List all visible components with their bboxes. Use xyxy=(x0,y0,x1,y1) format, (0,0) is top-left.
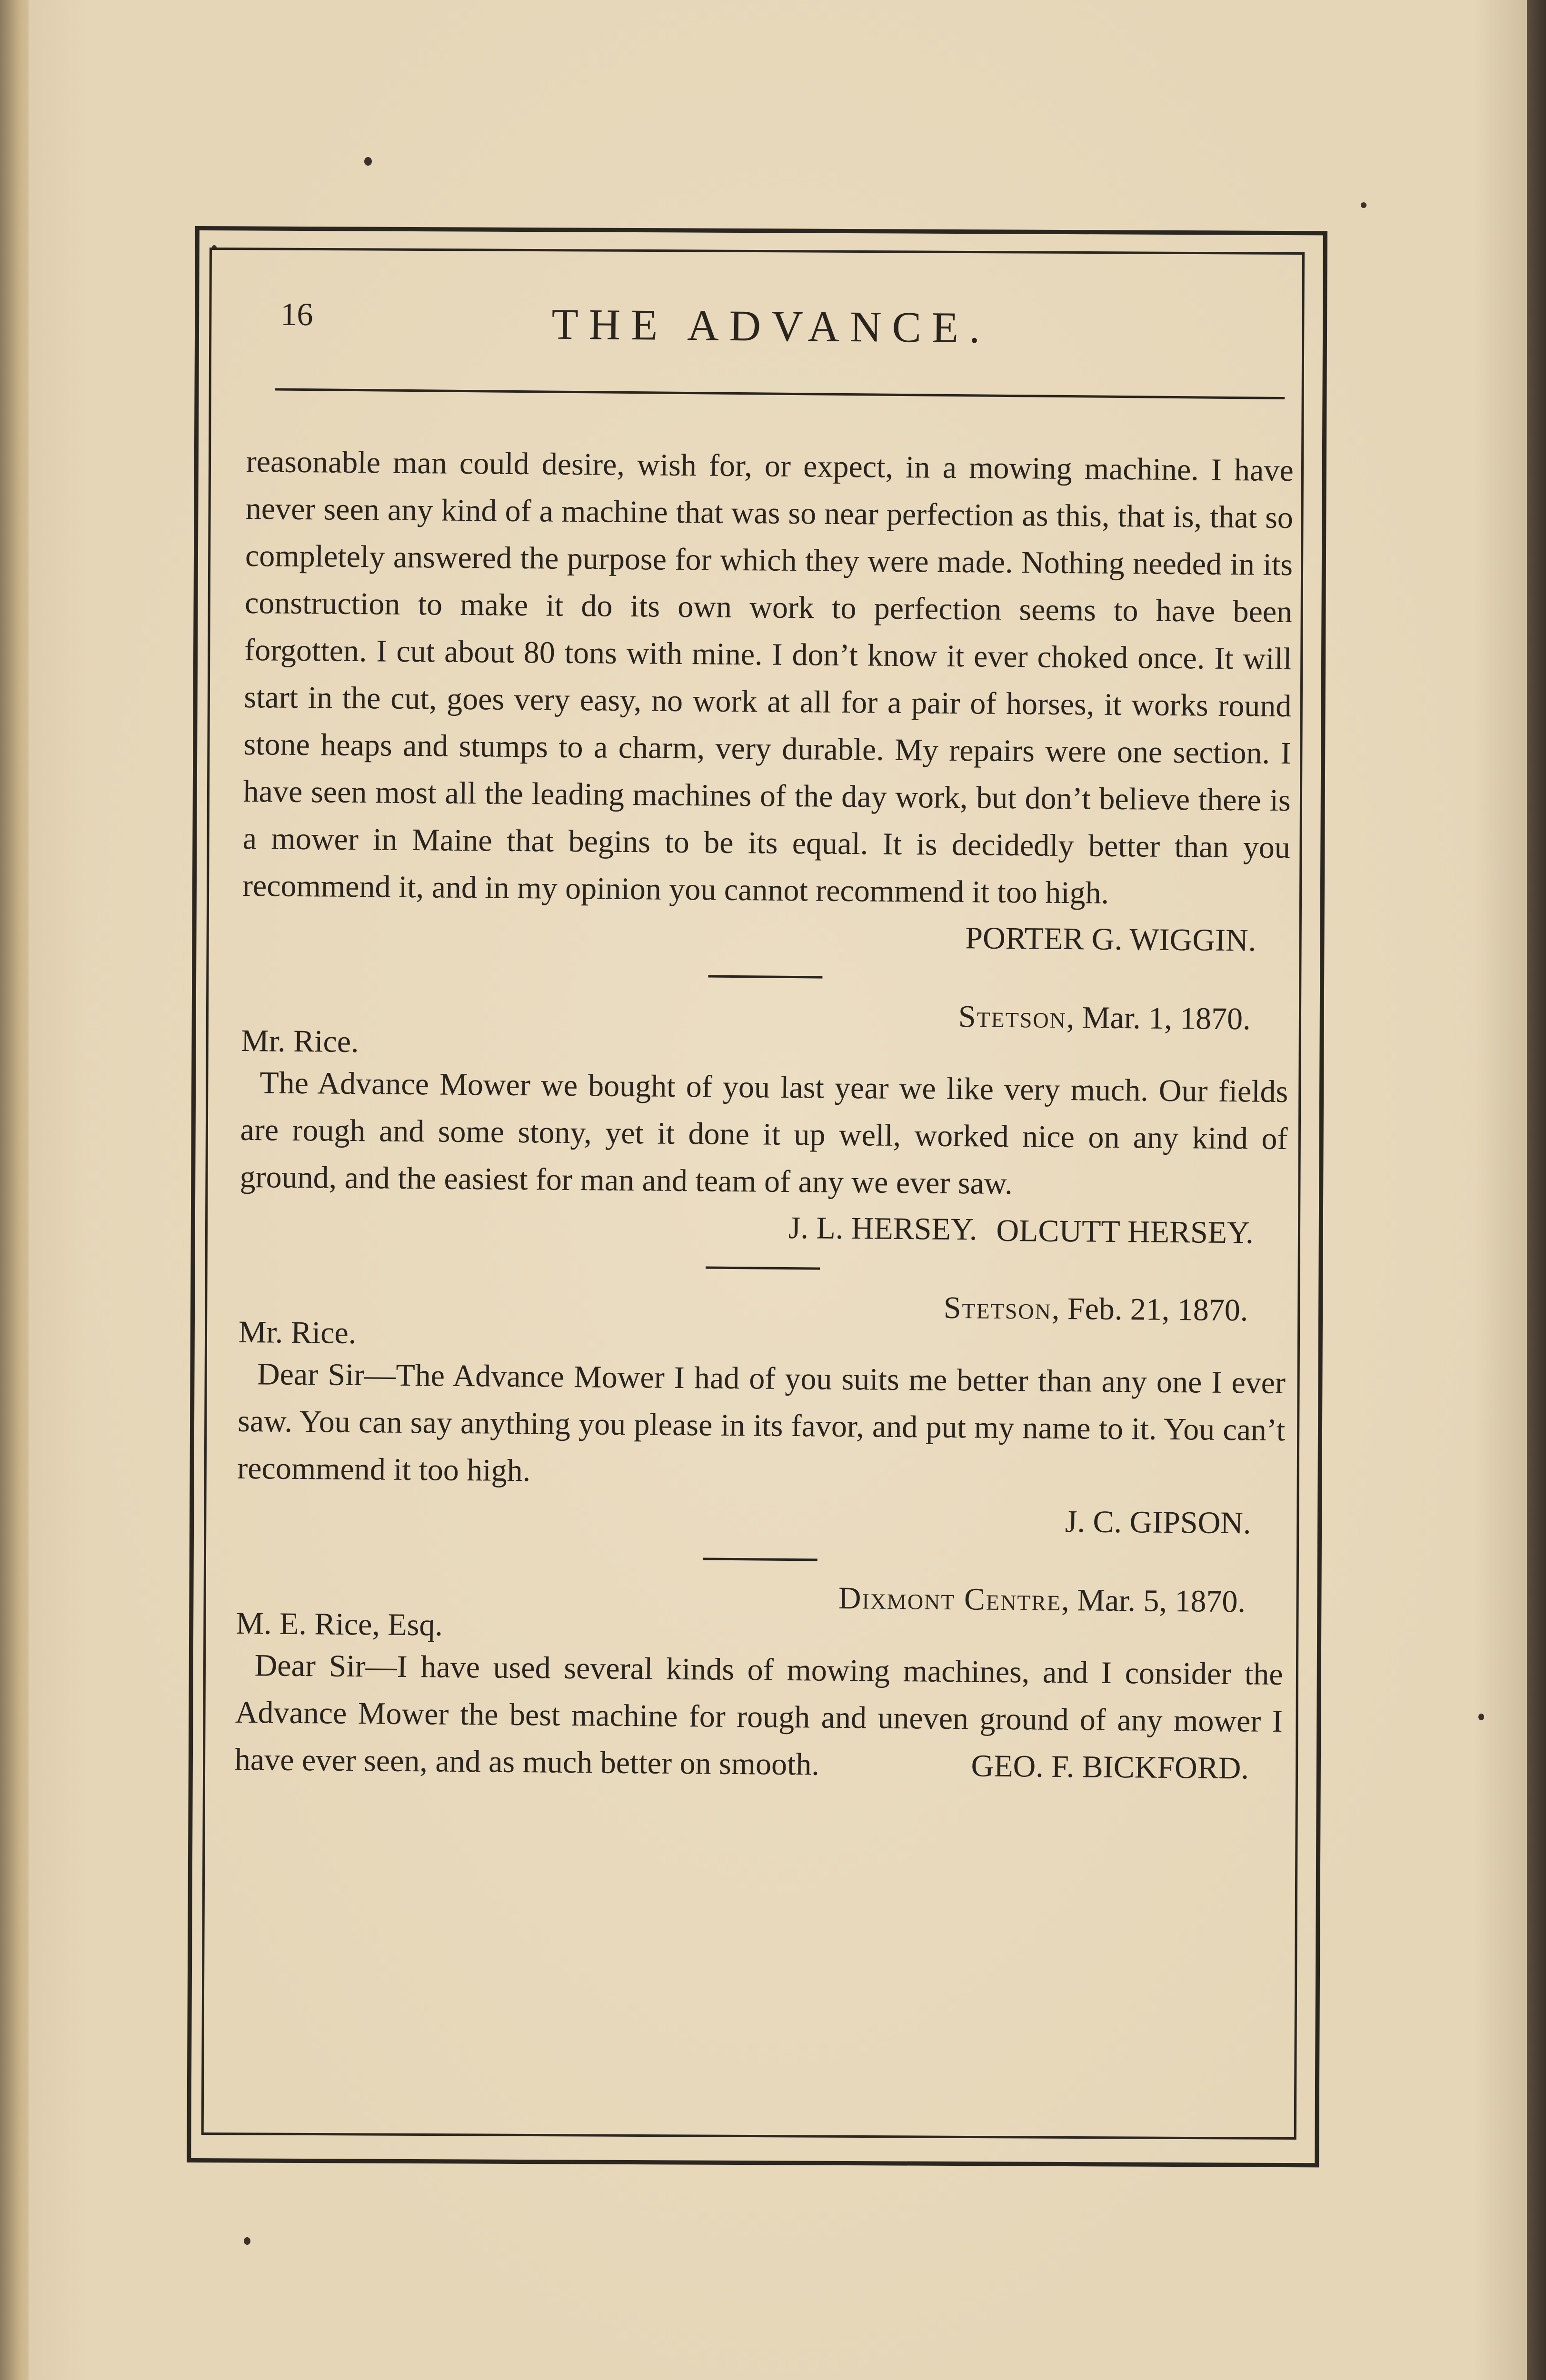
letter-signature: J. C. GIPSON. xyxy=(1065,1504,1251,1541)
letter-paragraph xyxy=(235,1642,1284,1792)
letters-column xyxy=(235,438,1294,1792)
letter-salutation: Mr. Rice. xyxy=(240,1023,359,1060)
section-separator xyxy=(706,1266,820,1269)
letter-signature: OLCUTT HERSEY. xyxy=(996,1213,1254,1250)
letter-heading xyxy=(238,1284,1286,1359)
letter-heading xyxy=(236,1575,1284,1651)
letter-signature-second: J. L. HERSEY. xyxy=(788,1210,977,1247)
letter-place: Stetson xyxy=(958,999,1067,1035)
letter-date: , Mar. 5, 1870. xyxy=(1061,1583,1246,1619)
letter-heading xyxy=(241,992,1289,1068)
journal-title: THE ADVANCE. xyxy=(551,299,991,352)
paper-speck xyxy=(1361,202,1366,208)
letter-bickford xyxy=(235,1575,1284,1792)
letter-place: Stetson xyxy=(943,1290,1052,1326)
letter-place: Dixmont Centre xyxy=(838,1580,1062,1618)
letter-dateline xyxy=(943,1290,1248,1329)
letter-dateline xyxy=(958,999,1250,1037)
letter-wiggin xyxy=(242,438,1294,964)
page-edge-shadow xyxy=(1527,0,1546,2380)
letter-hersey xyxy=(239,992,1289,1255)
letter-date: , Feb. 21, 1870. xyxy=(1051,1291,1248,1328)
letter-dateline xyxy=(838,1580,1246,1620)
paper-speck xyxy=(1478,1714,1484,1720)
letter-paragraph: Dear Sir—The Advance Mower I had of you suits me better than any one I ever saw. You can say anything you please in its favor, and put my name to it. You can’t recommend it too high. xyxy=(237,1357,1286,1488)
section-separator xyxy=(703,1557,818,1561)
letter-paragraph-text: The Advance Mower we bought of you last year we like very much. Our fields are rough and some stony, yet it done it up well, worked nice on any kind of ground, and the easiest for man and team of any we ever saw. xyxy=(239,1065,1288,1201)
paper-speck xyxy=(364,157,372,166)
letter-signature: GEO. F. BICKFORD. xyxy=(971,1748,1249,1786)
letter-paragraph: reasonable man could desire, wish for, or expect, in a mowing machine. I have never seen any kind of a machine that was so near perfection as this, that is, that so completely answered the purpose for which they were made. Nothing needed in its construction to make it do its own work to perfection seems to have been forgotten. I cut about 80 tons with mine. I don’t know it ever choked once. It will start in the cut, goes very easy, no work at all for a pair of horses, it works round stone heaps and stumps to a charm, very durable. My repairs were one section. I have seen most all the leading machines of the day work, but don’t believe there is a mower in Maine that begins to be its equal. It is decidedly better than you recommend it, and in my opinion you cannot recommend it too high. xyxy=(242,444,1294,911)
page-number: 16 xyxy=(280,296,313,333)
paper-speck xyxy=(244,2237,250,2245)
letter-paragraph-text: Dear Sir—I have used several kinds of mowing machines, and I consider the Advance Mower the best machine for rough and uneven ground of any mower I have ever seen, and as much better on smooth. xyxy=(234,1648,1283,1782)
page-header xyxy=(247,286,1295,390)
section-separator xyxy=(708,975,822,978)
letter-gipson xyxy=(237,1284,1287,1547)
letter-salutation: Mr. Rice. xyxy=(238,1314,357,1351)
letter-date: , Mar. 1, 1870. xyxy=(1066,1000,1251,1037)
letter-salutation: M. E. Rice, Esq. xyxy=(236,1606,443,1643)
page-content xyxy=(234,286,1295,1786)
letter-signature: PORTER G. WIGGIN. xyxy=(965,921,1257,958)
